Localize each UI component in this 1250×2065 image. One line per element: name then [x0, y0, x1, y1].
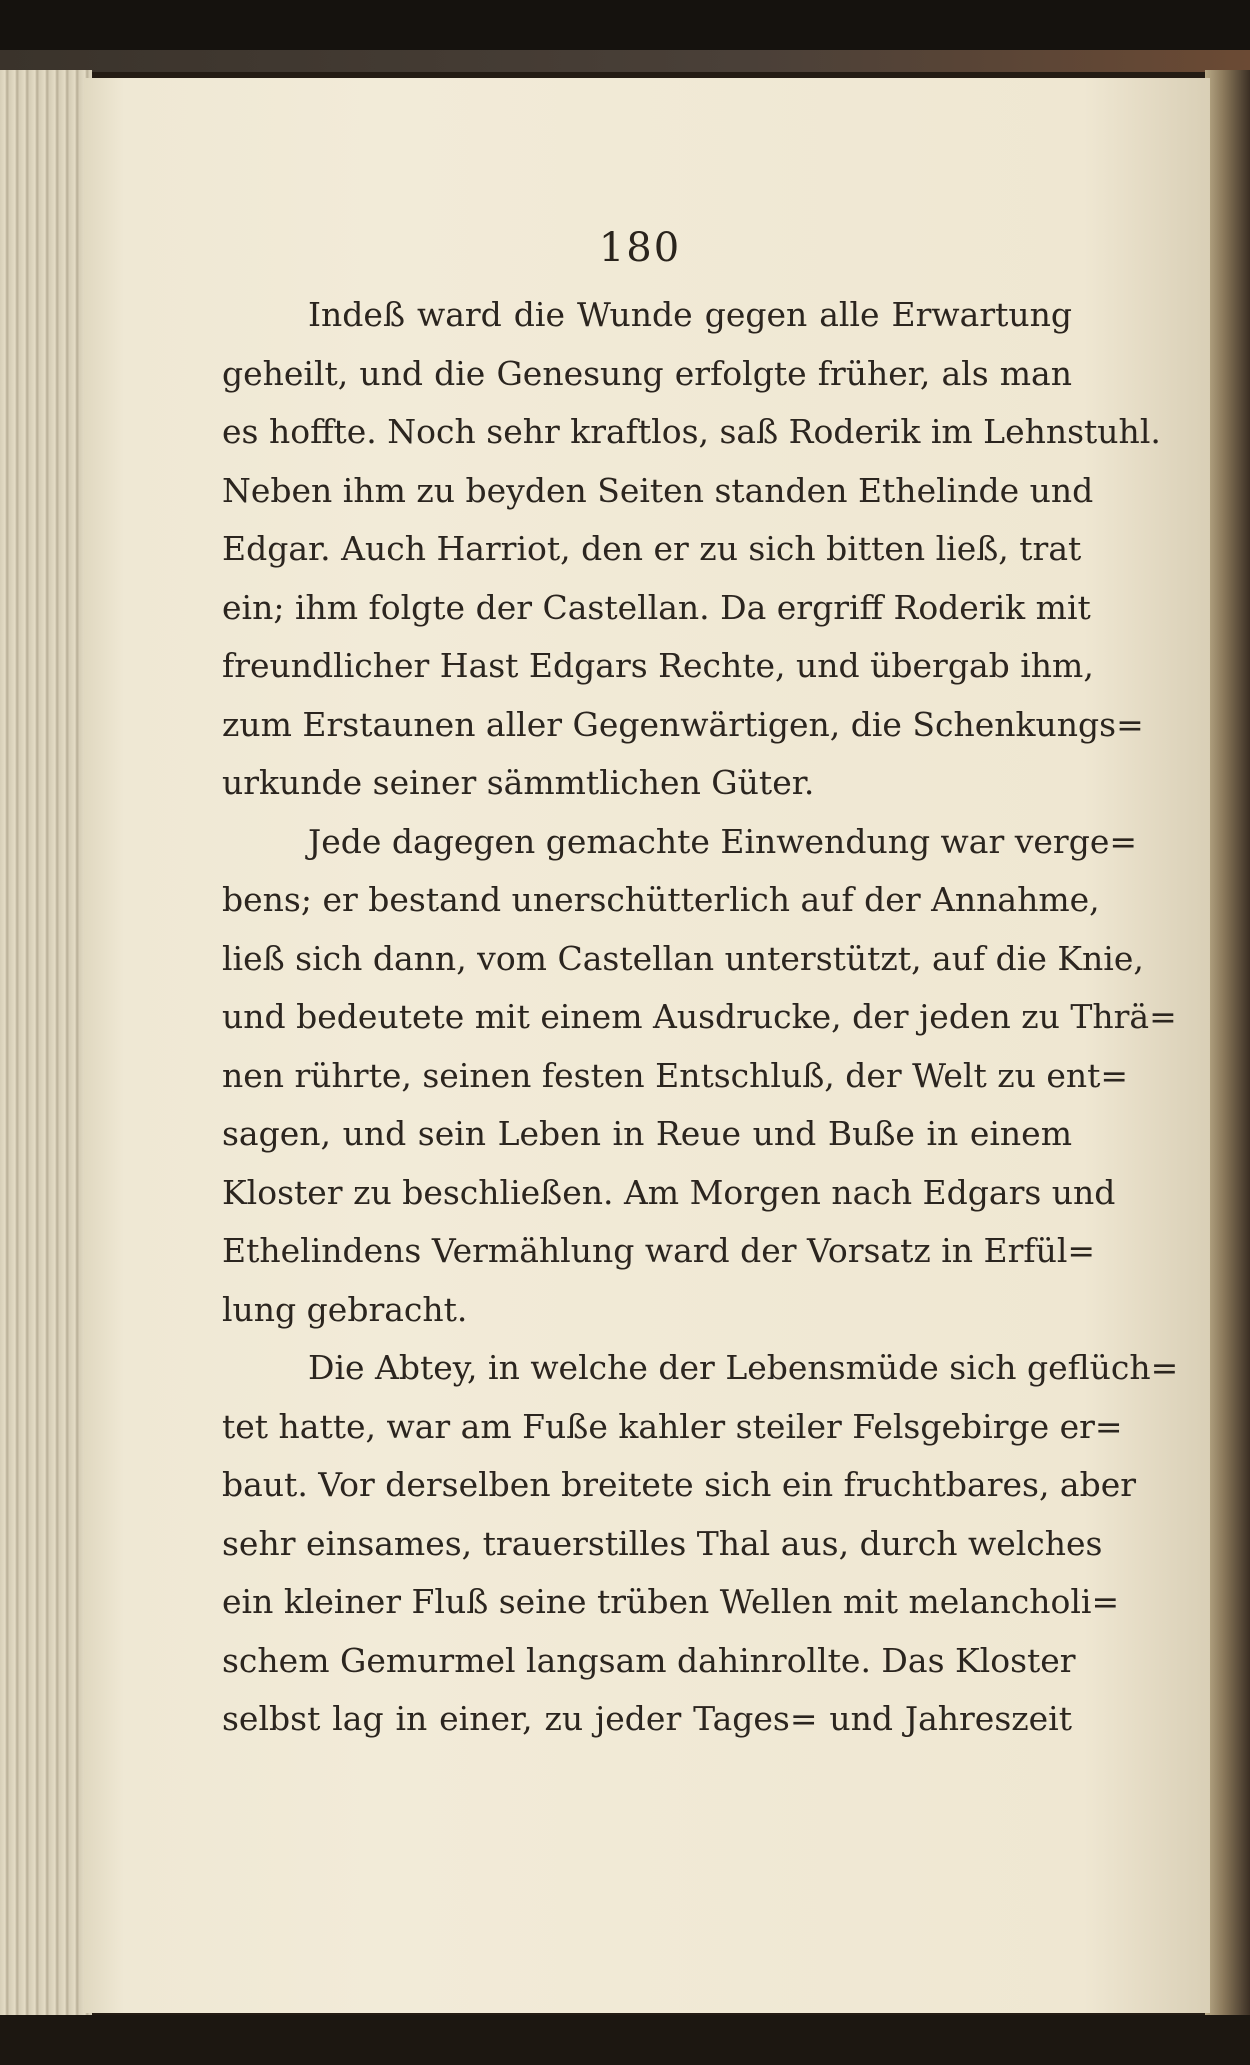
text-line: es hoffte. Noch sehr kraftlos, saß Roderik im Lehnstuhl.	[222, 412, 1161, 451]
page-number: 180	[598, 225, 682, 271]
text-line: baut. Vor derselben breitete sich ein fruchtbares, aber	[222, 1465, 1137, 1504]
text-line: geheilt, und die Genesung erfolgte früher, als man	[222, 353, 1072, 393]
text-line: urkunde seiner sämmtlichen Güter.	[222, 763, 815, 802]
paragraph-3	[222, 1339, 1179, 1749]
book-cover-edge	[0, 50, 1250, 72]
text-line: schem Gemurmel langsam dahinrollte. Das Kloster	[222, 1640, 1076, 1680]
text-line: ein; ihm folgte der Castellan. Da ergriff Roderik mit	[222, 587, 1091, 627]
text-line: ein kleiner Fluß seine trüben Wellen mit melancholi=	[222, 1582, 1120, 1621]
text-line: Kloster zu beschließen. Am Morgen nach Edgars und	[222, 1172, 1116, 1212]
text-line: sehr einsames, trauerstilles Thal aus, durch welches	[222, 1523, 1103, 1563]
text-line: ließ sich dann, vom Castellan unterstützt, auf die Knie,	[222, 938, 1144, 978]
text-line: Edgar. Auch Harriot, den er zu sich bitten ließ, trat	[222, 529, 1082, 568]
paragraph-1	[222, 286, 1161, 813]
page-stack-left	[0, 70, 92, 2030]
text-line: Die Abtey, in welche der Lebensmüde sich geflüch=	[308, 1348, 1179, 1387]
text-line: tet hatte, war am Fuße kahler steiler Felsgebirge er=	[222, 1406, 1123, 1446]
scan-background-bottom	[0, 2015, 1250, 2065]
book-binding-right	[1205, 70, 1250, 2030]
text-line: freundlicher Hast Edgars Rechte, und übergab ihm,	[222, 646, 1094, 685]
body-text	[222, 286, 1179, 1749]
text-line: sagen, und sein Leben in Reue und Buße in einem	[222, 1114, 1072, 1153]
text-line: und bedeutete mit einem Ausdrucke, der jeden zu Thrä=	[222, 997, 1177, 1036]
text-line: zum Erstaunen aller Gegenwärtigen, die Schenkungs=	[222, 704, 1144, 744]
text-line: Ethelindens Vermählung ward der Vorsatz in Erfül=	[222, 1231, 1096, 1270]
text-line: Jede dagegen gemachte Einwendung war verge=	[308, 821, 1137, 861]
text-line: selbst lag in einer, zu jeder Tages= und Jahreszeit	[222, 1699, 1072, 1738]
text-line: Indeß ward die Wunde gegen alle Erwartung	[308, 295, 1072, 334]
text-line: lung gebracht.	[222, 1289, 468, 1329]
paragraph-2	[222, 813, 1177, 1340]
text-line: nen rührte, seinen festen Entschluß, der Welt zu ent=	[222, 1055, 1129, 1095]
text-line: Neben ihm zu beyden Seiten standen Ethelinde und	[222, 470, 1094, 510]
text-line: bens; er bestand unerschütterlich auf der Annahme,	[222, 880, 1100, 919]
